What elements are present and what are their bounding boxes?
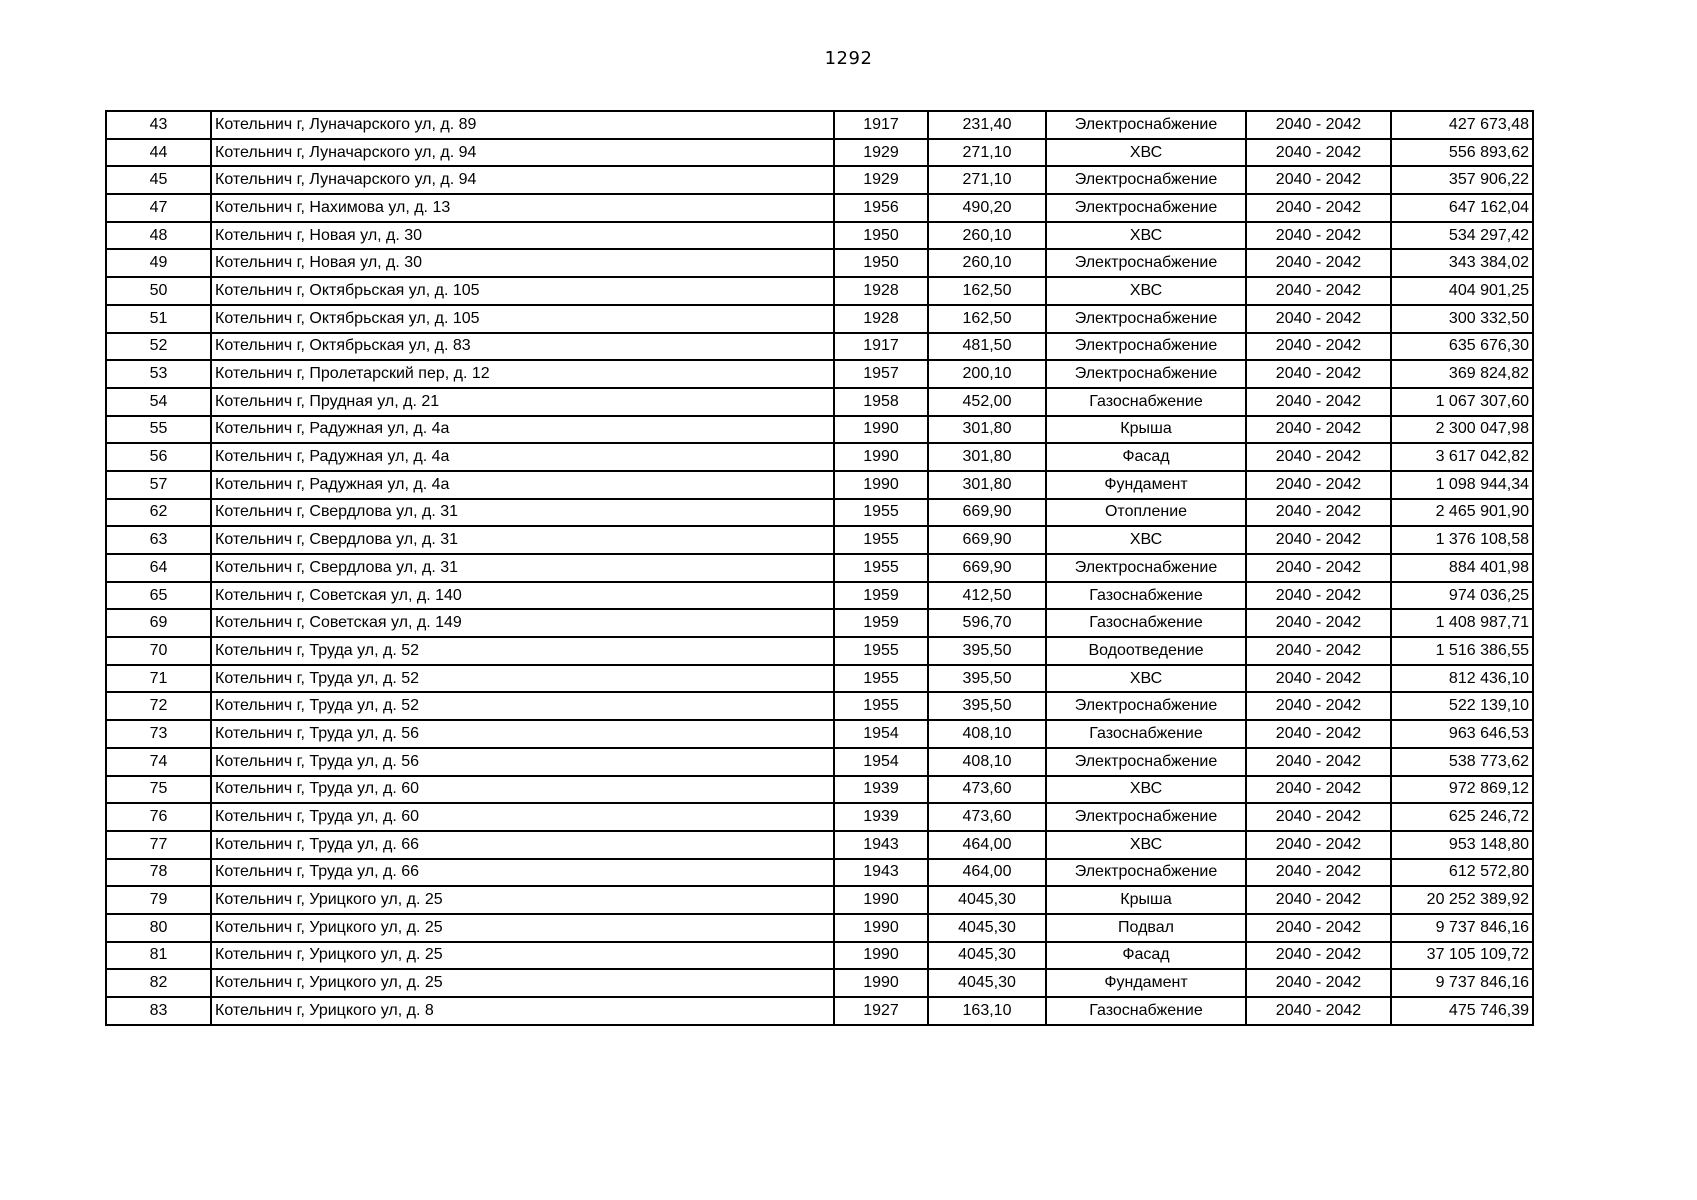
period-cell: 2040 - 2042 bbox=[1246, 609, 1391, 637]
cost-cell: 3 617 042,82 bbox=[1391, 443, 1533, 471]
area-cell: 301,80 bbox=[928, 471, 1046, 499]
area-cell: 163,10 bbox=[928, 997, 1046, 1025]
table-row bbox=[106, 914, 1533, 942]
work-type-cell: Электроснабжение bbox=[1046, 859, 1246, 887]
build-year-cell: 1928 bbox=[834, 305, 928, 333]
address-cell: Котельнич г, Урицкого ул, д. 25 bbox=[211, 886, 834, 914]
table-row bbox=[106, 526, 1533, 554]
period-cell: 2040 - 2042 bbox=[1246, 554, 1391, 582]
address-cell: Котельнич г, Труда ул, д. 56 bbox=[211, 720, 834, 748]
work-type-cell: Электроснабжение bbox=[1046, 692, 1246, 720]
cost-cell: 963 646,53 bbox=[1391, 720, 1533, 748]
row-number-cell: 52 bbox=[106, 333, 211, 361]
row-number-cell: 74 bbox=[106, 748, 211, 776]
row-number-cell: 55 bbox=[106, 416, 211, 444]
row-number-cell: 76 bbox=[106, 803, 211, 831]
table-row bbox=[106, 194, 1533, 222]
work-type-cell: Электроснабжение bbox=[1046, 194, 1246, 222]
cost-cell: 972 869,12 bbox=[1391, 776, 1533, 804]
work-type-cell: Крыша bbox=[1046, 416, 1246, 444]
table-row bbox=[106, 969, 1533, 997]
address-cell: Котельнич г, Свердлова ул, д. 31 bbox=[211, 554, 834, 582]
build-year-cell: 1955 bbox=[834, 526, 928, 554]
area-cell: 464,00 bbox=[928, 831, 1046, 859]
area-cell: 452,00 bbox=[928, 388, 1046, 416]
address-cell: Котельнич г, Новая ул, д. 30 bbox=[211, 249, 834, 277]
table-row bbox=[106, 222, 1533, 250]
address-cell: Котельнич г, Труда ул, д. 52 bbox=[211, 665, 834, 693]
period-cell: 2040 - 2042 bbox=[1246, 166, 1391, 194]
work-type-cell: Электроснабжение bbox=[1046, 333, 1246, 361]
work-type-cell: Электроснабжение bbox=[1046, 111, 1246, 139]
area-cell: 4045,30 bbox=[928, 914, 1046, 942]
table-row bbox=[106, 692, 1533, 720]
address-cell: Котельнич г, Труда ул, д. 56 bbox=[211, 748, 834, 776]
address-cell: Котельнич г, Труда ул, д. 60 bbox=[211, 776, 834, 804]
table-body bbox=[106, 111, 1533, 1025]
work-type-cell: Подвал bbox=[1046, 914, 1246, 942]
work-type-cell: Электроснабжение bbox=[1046, 360, 1246, 388]
address-cell: Котельнич г, Урицкого ул, д. 25 bbox=[211, 914, 834, 942]
row-number-cell: 75 bbox=[106, 776, 211, 804]
address-cell: Котельнич г, Труда ул, д. 52 bbox=[211, 637, 834, 665]
work-type-cell: Фундамент bbox=[1046, 969, 1246, 997]
build-year-cell: 1943 bbox=[834, 831, 928, 859]
area-cell: 162,50 bbox=[928, 277, 1046, 305]
cost-cell: 1 376 108,58 bbox=[1391, 526, 1533, 554]
work-type-cell: Электроснабжение bbox=[1046, 249, 1246, 277]
row-number-cell: 44 bbox=[106, 139, 211, 167]
table-row bbox=[106, 803, 1533, 831]
period-cell: 2040 - 2042 bbox=[1246, 831, 1391, 859]
row-number-cell: 48 bbox=[106, 222, 211, 250]
address-cell: Котельнич г, Советская ул, д. 140 bbox=[211, 582, 834, 610]
table-row bbox=[106, 388, 1533, 416]
address-cell: Котельнич г, Пролетарский пер, д. 12 bbox=[211, 360, 834, 388]
build-year-cell: 1954 bbox=[834, 720, 928, 748]
table-row bbox=[106, 748, 1533, 776]
build-year-cell: 1959 bbox=[834, 609, 928, 637]
row-number-cell: 83 bbox=[106, 997, 211, 1025]
build-year-cell: 1928 bbox=[834, 277, 928, 305]
work-type-cell: Фундамент bbox=[1046, 471, 1246, 499]
build-year-cell: 1939 bbox=[834, 803, 928, 831]
row-number-cell: 62 bbox=[106, 499, 211, 527]
work-type-cell: ХВС bbox=[1046, 776, 1246, 804]
work-type-cell: Электроснабжение bbox=[1046, 305, 1246, 333]
cost-cell: 9 737 846,16 bbox=[1391, 914, 1533, 942]
table-row bbox=[106, 443, 1533, 471]
table-row bbox=[106, 720, 1533, 748]
cost-cell: 1 516 386,55 bbox=[1391, 637, 1533, 665]
build-year-cell: 1939 bbox=[834, 776, 928, 804]
period-cell: 2040 - 2042 bbox=[1246, 914, 1391, 942]
work-type-cell: Отопление bbox=[1046, 499, 1246, 527]
row-number-cell: 77 bbox=[106, 831, 211, 859]
period-cell: 2040 - 2042 bbox=[1246, 637, 1391, 665]
table-row bbox=[106, 416, 1533, 444]
area-cell: 4045,30 bbox=[928, 969, 1046, 997]
area-cell: 4045,30 bbox=[928, 942, 1046, 970]
row-number-cell: 57 bbox=[106, 471, 211, 499]
table-row bbox=[106, 637, 1533, 665]
row-number-cell: 51 bbox=[106, 305, 211, 333]
row-number-cell: 79 bbox=[106, 886, 211, 914]
area-cell: 231,40 bbox=[928, 111, 1046, 139]
cost-cell: 522 139,10 bbox=[1391, 692, 1533, 720]
row-number-cell: 49 bbox=[106, 249, 211, 277]
address-cell: Котельнич г, Радужная ул, д. 4а bbox=[211, 416, 834, 444]
page-number: 1292 bbox=[824, 48, 873, 69]
period-cell: 2040 - 2042 bbox=[1246, 859, 1391, 887]
cost-cell: 812 436,10 bbox=[1391, 665, 1533, 693]
area-cell: 473,60 bbox=[928, 803, 1046, 831]
row-number-cell: 69 bbox=[106, 609, 211, 637]
row-number-cell: 53 bbox=[106, 360, 211, 388]
table-row bbox=[106, 554, 1533, 582]
address-cell: Котельнич г, Урицкого ул, д. 25 bbox=[211, 969, 834, 997]
period-cell: 2040 - 2042 bbox=[1246, 222, 1391, 250]
period-cell: 2040 - 2042 bbox=[1246, 443, 1391, 471]
work-type-cell: ХВС bbox=[1046, 139, 1246, 167]
area-cell: 271,10 bbox=[928, 139, 1046, 167]
work-type-cell: ХВС bbox=[1046, 831, 1246, 859]
work-type-cell: Газоснабжение bbox=[1046, 388, 1246, 416]
build-year-cell: 1955 bbox=[834, 692, 928, 720]
address-cell: Котельнич г, Свердлова ул, д. 31 bbox=[211, 499, 834, 527]
period-cell: 2040 - 2042 bbox=[1246, 305, 1391, 333]
row-number-cell: 64 bbox=[106, 554, 211, 582]
work-type-cell: Электроснабжение bbox=[1046, 166, 1246, 194]
build-year-cell: 1955 bbox=[834, 499, 928, 527]
area-cell: 301,80 bbox=[928, 416, 1046, 444]
area-cell: 260,10 bbox=[928, 249, 1046, 277]
cost-cell: 427 673,48 bbox=[1391, 111, 1533, 139]
work-type-cell: Фасад bbox=[1046, 443, 1246, 471]
table-row bbox=[106, 886, 1533, 914]
row-number-cell: 72 bbox=[106, 692, 211, 720]
table-row bbox=[106, 776, 1533, 804]
table-row bbox=[106, 166, 1533, 194]
address-cell: Котельнич г, Луначарского ул, д. 94 bbox=[211, 139, 834, 167]
area-cell: 669,90 bbox=[928, 526, 1046, 554]
table-row bbox=[106, 111, 1533, 139]
work-type-cell: ХВС bbox=[1046, 277, 1246, 305]
table-row bbox=[106, 471, 1533, 499]
build-year-cell: 1990 bbox=[834, 942, 928, 970]
address-cell: Котельнич г, Урицкого ул, д. 8 bbox=[211, 997, 834, 1025]
work-type-cell: ХВС bbox=[1046, 526, 1246, 554]
area-cell: 408,10 bbox=[928, 748, 1046, 776]
period-cell: 2040 - 2042 bbox=[1246, 277, 1391, 305]
address-cell: Котельнич г, Октябрьская ул, д. 83 bbox=[211, 333, 834, 361]
area-cell: 271,10 bbox=[928, 166, 1046, 194]
cost-cell: 625 246,72 bbox=[1391, 803, 1533, 831]
address-cell: Котельнич г, Труда ул, д. 66 bbox=[211, 859, 834, 887]
cost-cell: 647 162,04 bbox=[1391, 194, 1533, 222]
build-year-cell: 1990 bbox=[834, 443, 928, 471]
row-number-cell: 73 bbox=[106, 720, 211, 748]
period-cell: 2040 - 2042 bbox=[1246, 665, 1391, 693]
table-row bbox=[106, 942, 1533, 970]
area-cell: 669,90 bbox=[928, 499, 1046, 527]
address-cell: Котельнич г, Прудная ул, д. 21 bbox=[211, 388, 834, 416]
period-cell: 2040 - 2042 bbox=[1246, 748, 1391, 776]
work-type-cell: Крыша bbox=[1046, 886, 1246, 914]
row-number-cell: 56 bbox=[106, 443, 211, 471]
build-year-cell: 1955 bbox=[834, 637, 928, 665]
table-row bbox=[106, 333, 1533, 361]
work-type-cell: ХВС bbox=[1046, 222, 1246, 250]
build-year-cell: 1990 bbox=[834, 914, 928, 942]
cost-cell: 612 572,80 bbox=[1391, 859, 1533, 887]
address-cell: Котельнич г, Советская ул, д. 149 bbox=[211, 609, 834, 637]
cost-cell: 1 408 987,71 bbox=[1391, 609, 1533, 637]
area-cell: 669,90 bbox=[928, 554, 1046, 582]
cost-cell: 1 098 944,34 bbox=[1391, 471, 1533, 499]
period-cell: 2040 - 2042 bbox=[1246, 333, 1391, 361]
build-year-cell: 1959 bbox=[834, 582, 928, 610]
cost-cell: 884 401,98 bbox=[1391, 554, 1533, 582]
area-cell: 301,80 bbox=[928, 443, 1046, 471]
period-cell: 2040 - 2042 bbox=[1246, 942, 1391, 970]
area-cell: 4045,30 bbox=[928, 886, 1046, 914]
period-cell: 2040 - 2042 bbox=[1246, 582, 1391, 610]
row-number-cell: 54 bbox=[106, 388, 211, 416]
cost-cell: 974 036,25 bbox=[1391, 582, 1533, 610]
table-row bbox=[106, 277, 1533, 305]
build-year-cell: 1990 bbox=[834, 969, 928, 997]
period-cell: 2040 - 2042 bbox=[1246, 111, 1391, 139]
cost-cell: 343 384,02 bbox=[1391, 249, 1533, 277]
row-number-cell: 70 bbox=[106, 637, 211, 665]
cost-cell: 20 252 389,92 bbox=[1391, 886, 1533, 914]
cost-cell: 357 906,22 bbox=[1391, 166, 1533, 194]
area-cell: 395,50 bbox=[928, 637, 1046, 665]
period-cell: 2040 - 2042 bbox=[1246, 692, 1391, 720]
build-year-cell: 1917 bbox=[834, 111, 928, 139]
address-cell: Котельнич г, Октябрьская ул, д. 105 bbox=[211, 277, 834, 305]
cost-cell: 300 332,50 bbox=[1391, 305, 1533, 333]
cost-cell: 475 746,39 bbox=[1391, 997, 1533, 1025]
row-number-cell: 43 bbox=[106, 111, 211, 139]
table-row bbox=[106, 859, 1533, 887]
table-row bbox=[106, 997, 1533, 1025]
period-cell: 2040 - 2042 bbox=[1246, 776, 1391, 804]
period-cell: 2040 - 2042 bbox=[1246, 997, 1391, 1025]
period-cell: 2040 - 2042 bbox=[1246, 416, 1391, 444]
address-cell: Котельнич г, Свердлова ул, д. 31 bbox=[211, 526, 834, 554]
address-cell: Котельнич г, Радужная ул, д. 4а bbox=[211, 443, 834, 471]
build-year-cell: 1955 bbox=[834, 554, 928, 582]
work-type-cell: Фасад bbox=[1046, 942, 1246, 970]
cost-cell: 1 067 307,60 bbox=[1391, 388, 1533, 416]
period-cell: 2040 - 2042 bbox=[1246, 139, 1391, 167]
period-cell: 2040 - 2042 bbox=[1246, 720, 1391, 748]
table-row bbox=[106, 609, 1533, 637]
area-cell: 473,60 bbox=[928, 776, 1046, 804]
period-cell: 2040 - 2042 bbox=[1246, 969, 1391, 997]
build-year-cell: 1950 bbox=[834, 249, 928, 277]
repair-schedule-table bbox=[105, 110, 1534, 1026]
build-year-cell: 1990 bbox=[834, 471, 928, 499]
address-cell: Котельнич г, Урицкого ул, д. 25 bbox=[211, 942, 834, 970]
build-year-cell: 1917 bbox=[834, 333, 928, 361]
work-type-cell: Электроснабжение bbox=[1046, 554, 1246, 582]
build-year-cell: 1958 bbox=[834, 388, 928, 416]
period-cell: 2040 - 2042 bbox=[1246, 803, 1391, 831]
build-year-cell: 1990 bbox=[834, 886, 928, 914]
row-number-cell: 47 bbox=[106, 194, 211, 222]
build-year-cell: 1955 bbox=[834, 665, 928, 693]
row-number-cell: 50 bbox=[106, 277, 211, 305]
address-cell: Котельнич г, Труда ул, д. 66 bbox=[211, 831, 834, 859]
period-cell: 2040 - 2042 bbox=[1246, 249, 1391, 277]
area-cell: 395,50 bbox=[928, 665, 1046, 693]
table-row bbox=[106, 360, 1533, 388]
build-year-cell: 1957 bbox=[834, 360, 928, 388]
address-cell: Котельнич г, Октябрьская ул, д. 105 bbox=[211, 305, 834, 333]
area-cell: 596,70 bbox=[928, 609, 1046, 637]
row-number-cell: 65 bbox=[106, 582, 211, 610]
work-type-cell: ХВС bbox=[1046, 665, 1246, 693]
address-cell: Котельнич г, Новая ул, д. 30 bbox=[211, 222, 834, 250]
row-number-cell: 78 bbox=[106, 859, 211, 887]
period-cell: 2040 - 2042 bbox=[1246, 194, 1391, 222]
area-cell: 412,50 bbox=[928, 582, 1046, 610]
build-year-cell: 1954 bbox=[834, 748, 928, 776]
row-number-cell: 71 bbox=[106, 665, 211, 693]
cost-cell: 404 901,25 bbox=[1391, 277, 1533, 305]
table-row bbox=[106, 831, 1533, 859]
table-row bbox=[106, 499, 1533, 527]
build-year-cell: 1990 bbox=[834, 416, 928, 444]
area-cell: 408,10 bbox=[928, 720, 1046, 748]
work-type-cell: Водоотведение bbox=[1046, 637, 1246, 665]
cost-cell: 635 676,30 bbox=[1391, 333, 1533, 361]
cost-cell: 37 105 109,72 bbox=[1391, 942, 1533, 970]
cost-cell: 369 824,82 bbox=[1391, 360, 1533, 388]
work-type-cell: Газоснабжение bbox=[1046, 997, 1246, 1025]
work-type-cell: Газоснабжение bbox=[1046, 582, 1246, 610]
area-cell: 490,20 bbox=[928, 194, 1046, 222]
work-type-cell: Газоснабжение bbox=[1046, 609, 1246, 637]
area-cell: 481,50 bbox=[928, 333, 1046, 361]
cost-cell: 538 773,62 bbox=[1391, 748, 1533, 776]
address-cell: Котельнич г, Луначарского ул, д. 94 bbox=[211, 166, 834, 194]
table-row bbox=[106, 249, 1533, 277]
area-cell: 395,50 bbox=[928, 692, 1046, 720]
address-cell: Котельнич г, Труда ул, д. 60 bbox=[211, 803, 834, 831]
address-cell: Котельнич г, Радужная ул, д. 4а bbox=[211, 471, 834, 499]
cost-cell: 556 893,62 bbox=[1391, 139, 1533, 167]
row-number-cell: 63 bbox=[106, 526, 211, 554]
table-row bbox=[106, 582, 1533, 610]
period-cell: 2040 - 2042 bbox=[1246, 526, 1391, 554]
cost-cell: 2 300 047,98 bbox=[1391, 416, 1533, 444]
cost-cell: 953 148,80 bbox=[1391, 831, 1533, 859]
table-row bbox=[106, 305, 1533, 333]
row-number-cell: 81 bbox=[106, 942, 211, 970]
row-number-cell: 82 bbox=[106, 969, 211, 997]
area-cell: 162,50 bbox=[928, 305, 1046, 333]
area-cell: 464,00 bbox=[928, 859, 1046, 887]
period-cell: 2040 - 2042 bbox=[1246, 499, 1391, 527]
address-cell: Котельнич г, Нахимова ул, д. 13 bbox=[211, 194, 834, 222]
address-cell: Котельнич г, Луначарского ул, д. 89 bbox=[211, 111, 834, 139]
period-cell: 2040 - 2042 bbox=[1246, 388, 1391, 416]
cost-cell: 9 737 846,16 bbox=[1391, 969, 1533, 997]
row-number-cell: 80 bbox=[106, 914, 211, 942]
table-row bbox=[106, 665, 1533, 693]
build-year-cell: 1956 bbox=[834, 194, 928, 222]
cost-cell: 2 465 901,90 bbox=[1391, 499, 1533, 527]
work-type-cell: Электроснабжение bbox=[1046, 803, 1246, 831]
build-year-cell: 1950 bbox=[834, 222, 928, 250]
build-year-cell: 1929 bbox=[834, 139, 928, 167]
address-cell: Котельнич г, Труда ул, д. 52 bbox=[211, 692, 834, 720]
period-cell: 2040 - 2042 bbox=[1246, 886, 1391, 914]
period-cell: 2040 - 2042 bbox=[1246, 360, 1391, 388]
period-cell: 2040 - 2042 bbox=[1246, 471, 1391, 499]
table-row bbox=[106, 139, 1533, 167]
area-cell: 260,10 bbox=[928, 222, 1046, 250]
build-year-cell: 1927 bbox=[834, 997, 928, 1025]
work-type-cell: Электроснабжение bbox=[1046, 748, 1246, 776]
build-year-cell: 1929 bbox=[834, 166, 928, 194]
row-number-cell: 45 bbox=[106, 166, 211, 194]
cost-cell: 534 297,42 bbox=[1391, 222, 1533, 250]
work-type-cell: Газоснабжение bbox=[1046, 720, 1246, 748]
area-cell: 200,10 bbox=[928, 360, 1046, 388]
build-year-cell: 1943 bbox=[834, 859, 928, 887]
